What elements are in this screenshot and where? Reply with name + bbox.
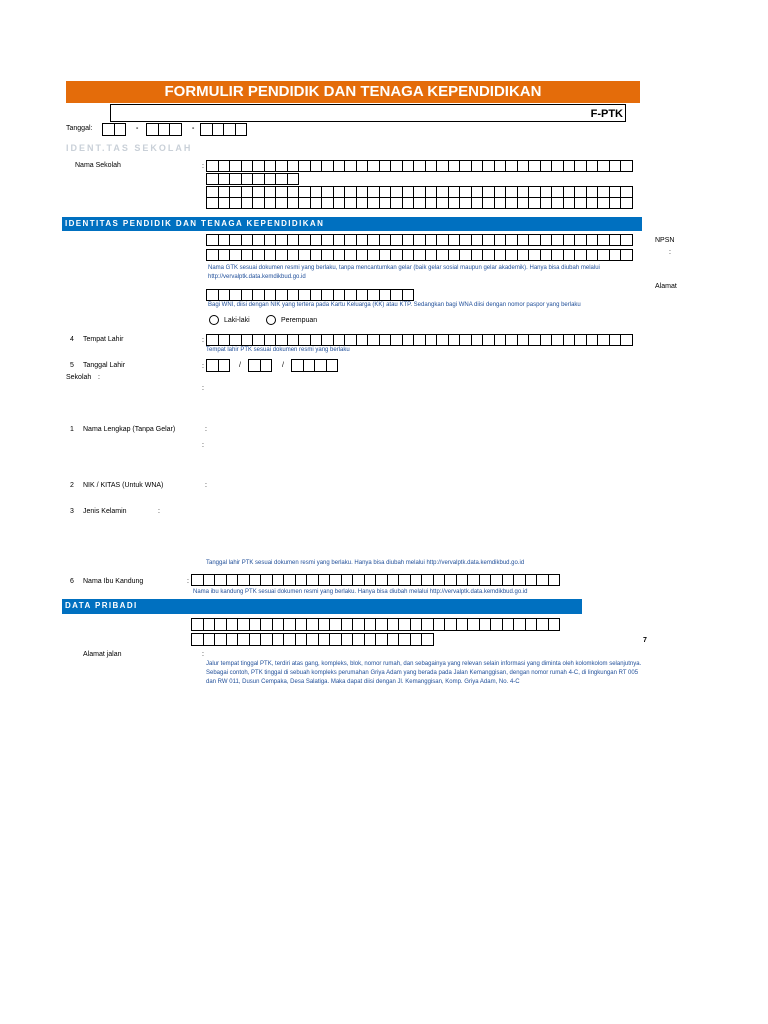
colon: :: [187, 578, 189, 585]
char-box[interactable]: [620, 234, 633, 246]
colon: :: [202, 363, 204, 370]
char-box[interactable]: [620, 334, 633, 346]
colon: :: [669, 249, 671, 256]
slash-1: /: [239, 362, 241, 369]
gender-laki-laki-radio[interactable]: Laki-laki: [209, 315, 250, 325]
alamat-jalan-boxes-row2[interactable]: [191, 633, 433, 646]
form-code-box: [110, 104, 626, 122]
tanggal-month-boxes[interactable]: [146, 123, 181, 136]
char-box[interactable]: [548, 574, 561, 586]
tanggal-lahir-month-boxes[interactable]: [248, 359, 271, 372]
nik-boxes[interactable]: [206, 289, 413, 301]
char-box[interactable]: [620, 197, 633, 209]
tanggal-label: Tanggal:: [66, 125, 93, 132]
colon: :: [205, 482, 207, 489]
ibu-kandung-boxes[interactable]: [191, 574, 559, 586]
char-box[interactable]: [620, 249, 633, 261]
colon: :: [98, 374, 100, 381]
npsn-label: NPSN: [655, 237, 675, 244]
tanggal-day-boxes[interactable]: [102, 123, 125, 136]
radio-circle-icon: [266, 315, 276, 325]
colon: :: [202, 163, 204, 170]
char-box[interactable]: [548, 618, 561, 631]
alamat-jalan-hint: Jalur tempat tinggal PTK, terdiri atas gang, kompleks, blok, nomor rumah, dan sebagainya yang relevan selain informasi yang diminta oleh kolomkolom selanjutnya. Sebagai contoh, PTK tinggal di sebuah kompleks perumahan Griya Adam yang berada pada Jalan Kemanggisan, dengan nomor rumah 4-C, di lingkungan RT 005 dan RW 011, Dusun Cempaka, Desa Salatiga. Maka dapat diisi dengan Jl. Kemanggisan, Komp. Griya Adam, No. 4-C: [206, 661, 642, 685]
radio-circle-icon: [209, 315, 219, 325]
gender-perempuan-radio[interactable]: Perempuan: [266, 315, 317, 325]
faded-heading: IDENT.TAS SEKOLAH: [66, 143, 193, 153]
char-box[interactable]: [620, 160, 633, 172]
tempat-lahir-boxes[interactable]: [206, 334, 632, 346]
form-title: FORMULIR PENDIDIK DAN TENAGA KEPENDIDIKAN: [66, 81, 640, 103]
nama-sekolah-boxes-row1[interactable]: [206, 160, 632, 172]
tanggal-lahir-label: Tanggal Lahir: [83, 362, 126, 369]
alamat-no: 7: [643, 637, 647, 644]
nama-sekolah-boxes-row2[interactable]: [206, 173, 298, 185]
alamat-sekolah-label: Alamat: [655, 283, 677, 290]
alamat-jalan-label: Alamat jalan: [83, 651, 122, 658]
tanggal-lahir-year-boxes[interactable]: [291, 359, 337, 372]
date-separator-1: -: [136, 125, 139, 132]
sekolah-label: Sekolah: [66, 374, 92, 381]
alamat-jalan-boxes-row1[interactable]: [191, 618, 559, 631]
tempat-lahir-hint: Tempat lahir PTK sesuai dokumen resmi yang berlaku: [206, 347, 350, 353]
nama-lengkap-label: Nama Lengkap (Tanpa Gelar): [83, 426, 176, 433]
jenis-kelamin-label: Jenis Kelamin: [83, 508, 127, 515]
section-identitas-ptk: IDENTITAS PENDIDIK DAN TENAGA KEPENDIDIKAN: [62, 217, 642, 231]
colon: :: [158, 508, 160, 515]
section-data-pribadi: DATA PRIBADI: [62, 599, 582, 614]
form-code: F-PTK: [590, 108, 623, 120]
nama-gtk-boxes-row2[interactable]: [206, 249, 632, 261]
nama-gtk-boxes-row1[interactable]: [206, 234, 632, 246]
tanggal-lahir-hint: Tanggal lahir PTK sesuai dokumen resmi yang berlaku. Hanya bisa diubah melalui http://vervalptk.data.kemdikbud.go.id: [206, 560, 525, 566]
tempat-lahir-no: 4: [70, 336, 74, 343]
ibu-kandung-label: Nama Ibu Kandung: [83, 578, 144, 585]
ibu-kandung-no: 6: [70, 578, 74, 585]
colon: :: [202, 651, 204, 658]
nama-lengkap-no: 1: [70, 426, 74, 433]
tempat-lahir-label: Tempat Lahir: [83, 336, 124, 343]
jenis-kelamin-no: 3: [70, 508, 74, 515]
nik-label: NIK / KITAS (Untuk WNA): [83, 482, 164, 489]
tanggal-year-boxes[interactable]: [200, 123, 246, 136]
char-box[interactable]: [287, 173, 300, 185]
nik-no: 2: [70, 482, 74, 489]
char-box[interactable]: [402, 289, 415, 301]
tanggal-lahir-day-boxes[interactable]: [206, 359, 229, 372]
slash-2: /: [282, 362, 284, 369]
nama-sekolah-label: Nama Sekolah: [75, 162, 121, 169]
tanggal-lahir-no: 5: [70, 362, 74, 369]
nik-hint: Bagi WNI, diisi dengan NIK yang tertera pada Kartu Keluarga (KK) atau KTP. Sedangkan bagi WNA diisi dengan nomor paspor yang berlaku: [208, 302, 581, 308]
date-separator-2: -: [192, 125, 195, 132]
ibu-kandung-hint: Nama ibu kandung PTK sesuai dokumen resmi yang berlaku. Hanya bisa diubah melalui http://vervalptk.data.kemdikbud.go.id: [193, 589, 528, 595]
colon: :: [202, 442, 204, 449]
colon: :: [205, 426, 207, 433]
nama-sekolah-boxes-row4[interactable]: [206, 197, 632, 209]
colon: :: [202, 337, 204, 344]
nama-gtk-hint: Nama GTK sesuai dokumen resmi yang berlaku, tanpa mencantumkan gelar (baik gelar sosial maupun gelar akademik). Hanya bisa diubah melalui http://vervalptk.data.kemdikbud.go.id: [208, 265, 600, 280]
colon: :: [202, 385, 204, 392]
char-box[interactable]: [421, 633, 434, 646]
